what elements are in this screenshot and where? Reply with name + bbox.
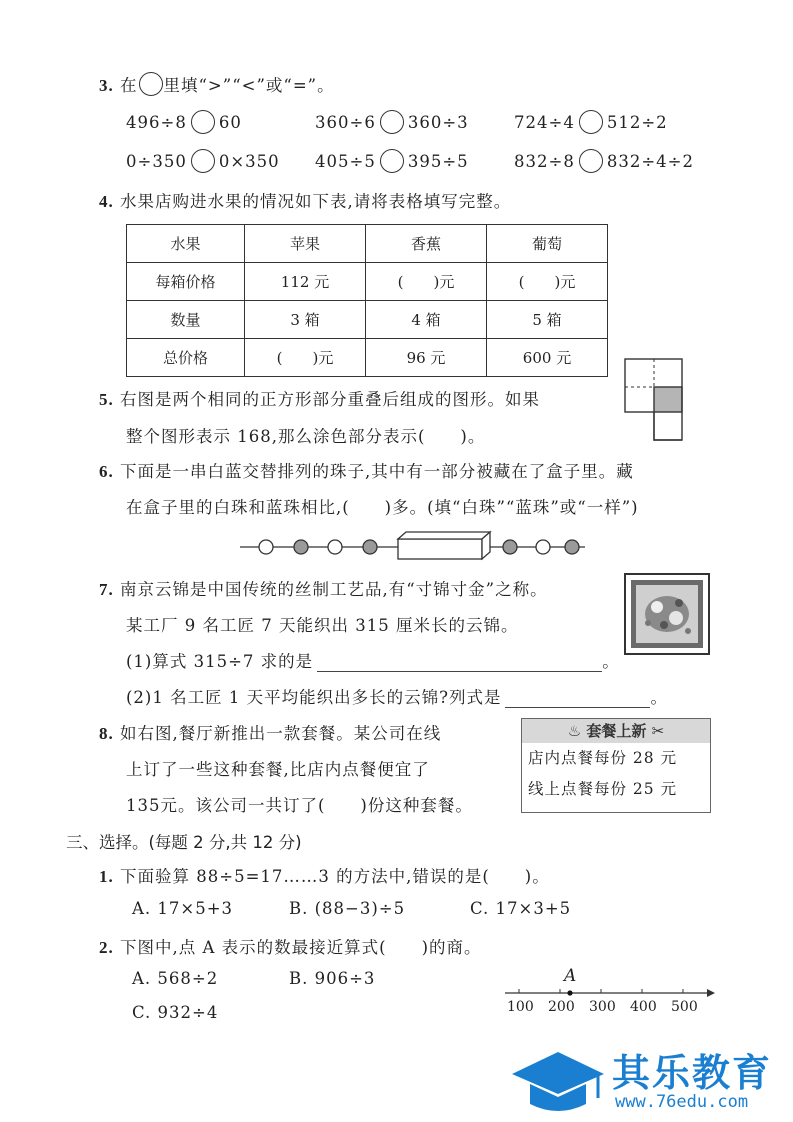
logo-url: www.76edu.com	[615, 1092, 749, 1112]
q3-expr: 0÷350	[126, 152, 187, 171]
q3-expr: 496÷8	[126, 113, 187, 132]
mc2-text: 下图中,点 A 表示的数最接近算式( )的商。	[120, 938, 482, 957]
graduation-cap-icon	[510, 1048, 606, 1118]
mc2-option-c[interactable]: C. 932÷4	[132, 1003, 219, 1022]
q8-text-1: 如右图,餐厅新推出一款套餐。某公司在线	[120, 724, 442, 743]
answer-line[interactable]	[317, 653, 602, 672]
tick-label: 200	[548, 999, 575, 1015]
mc1-option-c[interactable]: C. 17×3+5	[470, 899, 572, 918]
table-row	[127, 339, 608, 377]
mc1-option-b[interactable]: B. (88−3)÷5	[289, 899, 406, 918]
q3-expr: 832÷8	[514, 152, 575, 171]
circle-icon	[139, 72, 163, 96]
q7-sub-1	[126, 648, 620, 672]
answer-circle[interactable]	[191, 110, 215, 134]
table-cell: 3 箱	[245, 301, 366, 339]
answer-circle[interactable]	[380, 149, 404, 173]
white-bead	[259, 540, 273, 554]
q3-expr: 512÷2	[606, 113, 668, 132]
table-cell: 总价格	[127, 339, 245, 377]
q3-expr: 0×350	[218, 152, 280, 171]
section-title: 三、选择。(每题 2 分,共 12 分)	[66, 833, 302, 852]
table-cell: 96 元	[366, 339, 487, 377]
q3-row-2-col-2	[315, 149, 469, 173]
q3-prompt	[99, 72, 335, 96]
q5-text-1: 右图是两个相同的正方形部分重叠后组成的图形。如果	[120, 390, 540, 409]
q3-expr: 360÷6	[315, 113, 376, 132]
mc1-question	[99, 863, 550, 887]
q3-prompt-a: 在	[120, 76, 138, 95]
mc1-number: 1.	[99, 867, 114, 886]
table-cell-blank[interactable]: ( )元	[366, 263, 487, 301]
q5-line-2: 整个图形表示 168,那么涂色部分表示( )。	[126, 427, 486, 446]
q3-expr: 832÷4÷2	[606, 152, 694, 171]
table-cell: 香蕉	[366, 225, 487, 263]
q7-sub-2	[126, 684, 668, 708]
tick-label: 400	[630, 999, 657, 1015]
tick-label: 300	[589, 999, 616, 1015]
utensils-icon: ✂	[651, 722, 665, 740]
table-cell: 600 元	[487, 339, 608, 377]
table-cell-blank[interactable]: ( )元	[487, 263, 608, 301]
mc2-question	[99, 934, 482, 958]
q3-prompt-b: 里填“>”“<”或“=”。	[163, 76, 335, 95]
menu-price-in-store: 店内点餐每份 28 元	[528, 749, 678, 767]
answer-circle[interactable]	[579, 110, 603, 134]
table-row	[127, 301, 608, 339]
white-bead	[328, 540, 342, 554]
table-row	[127, 225, 608, 263]
menu-price-online: 线上点餐每份 25 元	[528, 780, 678, 798]
q8-line-2: 上订了一些这种套餐,比店内点餐便宜了	[126, 760, 430, 779]
menu-card	[521, 718, 711, 813]
q6-line-1	[99, 458, 634, 482]
table-cell: 水果	[127, 225, 245, 263]
mc1-option-a[interactable]: A. 17×5+3	[132, 899, 234, 918]
q3-row-2-col-1	[126, 149, 280, 173]
period: 。	[602, 652, 620, 671]
table-cell-blank[interactable]: ( )元	[245, 339, 366, 377]
q5-line-1	[99, 386, 540, 410]
mc2-option-b[interactable]: B. 906÷3	[289, 969, 376, 988]
q3-expr: 395÷5	[407, 152, 469, 171]
q3-row-1-col-1	[126, 110, 242, 134]
table-cell: 葡萄	[487, 225, 608, 263]
tick-label: 100	[507, 999, 534, 1015]
q7-number: 7.	[99, 580, 114, 599]
q3-row-2-col-3	[514, 149, 694, 173]
blue-bead	[565, 540, 579, 554]
bead-string-figure	[240, 530, 585, 562]
q6-text-1: 下面是一串白蓝交替排列的珠子,其中有一部分被藏在了盒子里。藏	[120, 462, 634, 481]
q3-row-1-col-2	[315, 110, 469, 134]
table-cell: 苹果	[245, 225, 366, 263]
q3-expr: 60	[218, 113, 242, 132]
mc1-text: 下面验算 88÷5=17……3 的方法中,错误的是( )。	[120, 867, 550, 886]
point-a-label: A	[564, 966, 577, 986]
q3-expr: 724÷4	[514, 113, 575, 132]
q7-line-2: 某工厂 9 名工匠 7 天能织出 315 厘米长的云锦。	[126, 616, 519, 635]
table-cell: 每箱价格	[127, 263, 245, 301]
point-a	[567, 990, 572, 995]
answer-circle[interactable]	[380, 110, 404, 134]
table-cell: 112 元	[245, 263, 366, 301]
q8-line-3: 135元。该公司一共订了( )份这种套餐。	[126, 796, 473, 815]
q7-text-1: 南京云锦是中国传统的丝制工艺品,有“寸锦寸金”之称。	[120, 580, 548, 599]
blue-bead	[363, 540, 377, 554]
tick-label: 500	[671, 999, 698, 1015]
menu-title: 套餐上新	[586, 722, 647, 740]
mc2-option-a[interactable]: A. 568÷2	[132, 969, 219, 988]
q3-row-1-col-3	[514, 110, 668, 134]
q7-sub1-text: (1)算式 315÷7 求的是	[126, 652, 314, 671]
brocade-picture	[624, 573, 710, 655]
q4-number: 4.	[99, 192, 114, 211]
answer-line[interactable]	[505, 689, 650, 708]
q6-number: 6.	[99, 462, 114, 481]
hidden-box	[398, 532, 490, 559]
fruit-table	[126, 224, 608, 377]
table-cell: 4 箱	[366, 301, 487, 339]
overlapping-squares-figure	[624, 358, 684, 442]
q7-sub2-text: (2)1 名工匠 1 天平均能织出多长的云锦?列式是	[126, 688, 502, 707]
table-cell: 5 箱	[487, 301, 608, 339]
q3-expr: 360÷3	[407, 113, 469, 132]
q4-prompt	[99, 188, 511, 212]
shaded-overlap	[654, 387, 682, 412]
blue-bead	[503, 540, 517, 554]
q4-text: 水果店购进水果的情况如下表,请将表格填写完整。	[120, 192, 512, 211]
white-bead	[536, 540, 550, 554]
q3-number: 3.	[99, 76, 114, 95]
period: 。	[650, 688, 668, 707]
bowl-icon: ♨	[567, 722, 582, 740]
answer-circle[interactable]	[191, 149, 215, 173]
table-cell: 数量	[127, 301, 245, 339]
q7-line-1	[99, 576, 548, 600]
blue-bead	[294, 540, 308, 554]
q5-number: 5.	[99, 390, 114, 409]
q8-number: 8.	[99, 724, 114, 743]
q8-line-1	[99, 720, 441, 744]
logo-name: 其乐教育	[612, 1051, 773, 1095]
table-row	[127, 263, 608, 301]
q6-line-2: 在盒子里的白珠和蓝珠相比,( )多。(填“白珠”“蓝珠”或“一样”)	[126, 498, 639, 517]
menu-header	[522, 719, 710, 743]
mc2-number: 2.	[99, 938, 114, 957]
q3-expr: 405÷5	[315, 152, 376, 171]
answer-circle[interactable]	[579, 149, 603, 173]
